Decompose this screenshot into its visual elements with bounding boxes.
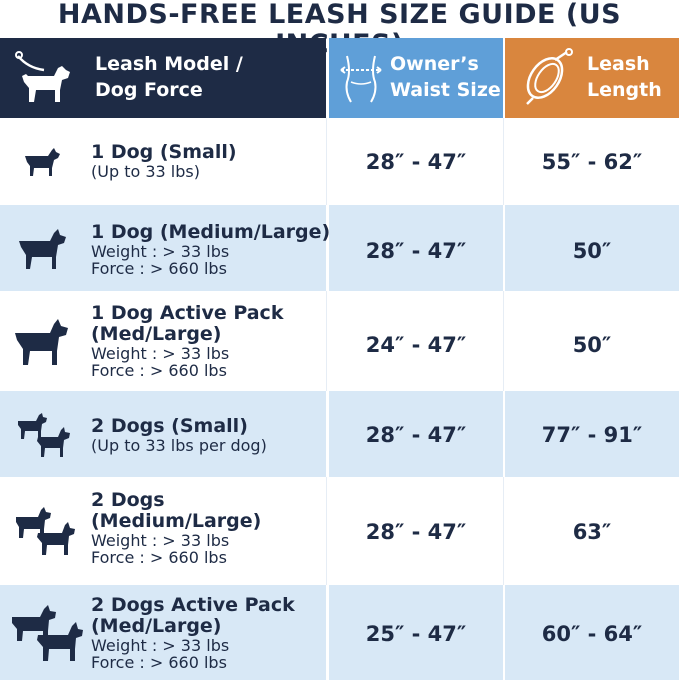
table-row — [0, 585, 679, 680]
leash-length-value: 55″ - 62″ — [541, 150, 643, 174]
page-title: HANDS-FREE LEASH SIZE GUIDE (US — [57, 0, 622, 30]
header-waist-size — [329, 38, 503, 118]
header-model-line1: Leash Model / — [95, 53, 243, 75]
model-name: 1 Dog Active Pack — [91, 302, 284, 324]
header-leash-length — [505, 38, 679, 118]
table-row — [0, 291, 679, 391]
table-row — [0, 205, 679, 291]
leash-length-value: 63″ — [572, 520, 612, 544]
leash-length-value: 77″ - 91″ — [541, 423, 643, 447]
header-leash-label — [587, 51, 662, 103]
waist-measure-icon — [337, 52, 385, 104]
model-name: 2 Dogs Active Pack — [91, 594, 295, 616]
waist-size-value: 28″ - 47″ — [365, 239, 467, 263]
model-detail: Weight : > 33 lbs — [91, 636, 230, 655]
leash-length-value: 50″ — [572, 333, 612, 357]
model-name: 2 Dogs — [91, 489, 165, 511]
leash-length-value: 60″ - 64″ — [541, 622, 643, 646]
header-leash-line2: Length — [587, 79, 662, 101]
model-name-line2: (Med/Large) — [91, 615, 222, 637]
model-name: 1 Dog (Medium/Large) — [91, 221, 331, 243]
waist-size-value: 28″ - 47″ — [365, 150, 467, 174]
row-model-cell — [91, 490, 261, 566]
waist-size-value: 25″ - 47″ — [365, 622, 467, 646]
waist-size-value: 28″ - 47″ — [365, 423, 467, 447]
two-medium-dogs-icon — [14, 505, 76, 557]
model-name-line2: (Med/Large) — [91, 323, 222, 345]
model-detail: Force : > 660 lbs — [91, 361, 227, 380]
row-model-cell — [91, 303, 283, 379]
row-model-cell — [91, 595, 295, 671]
model-detail: Weight : > 33 lbs — [91, 344, 230, 363]
model-detail: Force : > 660 lbs — [91, 548, 227, 567]
leash-length-value: 50″ — [572, 239, 612, 263]
model-name: 2 Dogs (Small) — [91, 415, 248, 437]
dog-on-leash-icon — [14, 50, 74, 106]
header-waist-line1: Owner’s — [390, 53, 479, 75]
model-name-line2: (Medium/Large) — [91, 510, 262, 532]
waist-size-value: 28″ - 47″ — [365, 520, 467, 544]
table-row — [0, 391, 679, 477]
model-detail: Force : > 660 lbs — [91, 653, 227, 672]
row-model-cell — [91, 416, 267, 454]
table-row — [0, 118, 679, 205]
header-model-label — [95, 51, 243, 103]
small-dog-icon — [24, 146, 62, 178]
waist-size-value: 24″ - 47″ — [365, 333, 467, 357]
row-model-cell — [91, 142, 237, 180]
two-large-dogs-icon — [10, 603, 84, 663]
header-leash-line1: Leash — [587, 53, 650, 75]
model-detail: Force : > 660 lbs — [91, 259, 227, 278]
large-dog-icon — [14, 317, 70, 367]
two-small-dogs-icon — [16, 411, 72, 459]
model-name: 1 Dog (Small) — [91, 141, 237, 163]
header-waist-line2: Waist Size — [390, 79, 501, 101]
header-waist-label — [390, 51, 501, 103]
model-detail: (Up to 33 lbs) — [91, 162, 200, 181]
medium-dog-icon — [18, 227, 68, 271]
coiled-leash-icon — [519, 48, 575, 108]
header-model-line2: Dog Force — [95, 79, 203, 101]
table-row — [0, 477, 679, 585]
model-detail: Weight : > 33 lbs — [91, 531, 230, 550]
model-detail: Weight : > 33 lbs — [91, 242, 230, 261]
model-detail: (Up to 33 lbs per dog) — [91, 436, 267, 455]
row-model-cell — [91, 222, 330, 277]
header-leash-model — [0, 38, 326, 118]
